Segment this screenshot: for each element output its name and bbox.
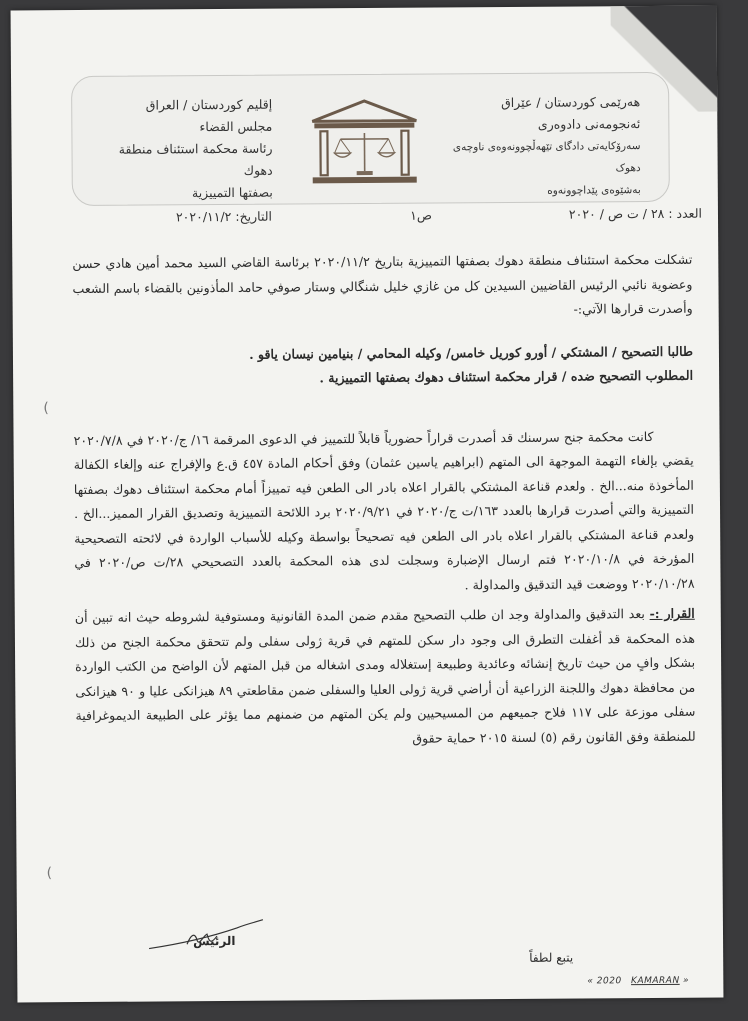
footer-year: 2020: [596, 976, 622, 987]
opening-paragraph: تشكلت محكمة استئناف منطقة دهوك بصفتها التمييزية بتاريخ ٢٠٢٠/١١/٢ برئاسة القاضي السيد محمد أمين هادي حسن وعضوية نائبي الرئيس القاضيين السيدين كل من غازي خليل شنگالي وستار صوفي حامد المأذونين بالقضاء باسم الشعب وأصدرت قرارها الآتي:-: [72, 251, 693, 317]
party-petitioner: طالبا التصحيح / المشتكي / أورو كوريل خامس/ وكيله المحامي / بنيامين نيسان ياقو .: [249, 343, 693, 362]
reference-row: [102, 206, 702, 234]
footer-name: KAMARAN: [631, 975, 680, 987]
courthouse-scales-icon: [304, 95, 425, 191]
footer-stamp: « 2020 KAMARAN »: [587, 975, 690, 987]
margin-mark: (: [43, 400, 49, 417]
reference-number: العدد : ٢٨ / ت ص / ٢٠٢٠: [568, 205, 703, 222]
letterhead-kurdish-line: سەرۆکایەتی دادگای تێهەڵچوونەوەی ناوچەی دهوک: [452, 140, 641, 175]
margin-mark: (: [46, 865, 53, 882]
letterhead-kurdish: [440, 91, 641, 202]
letterhead-kurdish-line: ئەنجومەنی دادوەری: [537, 116, 641, 132]
letterhead-kurdish-line: بەشێوەی پێداچوونەوە: [547, 184, 641, 197]
facts-paragraph: كانت محكمة جنح سرسنك قد أصدرت قراراً حضورياً قابلاً للتمييز في الدعوى المرقمة ١٦/ ج/٢٠٢٠ في ٢٠٢٠/٧/٨ يقضي بإلغاء التهمة الموجهة الى المتهم (ابراهيم ياسين عثمان) وفق أحكام المادة ٤٥٧ ق.ع والإفراج عنه وإلغاء الكفالة المأخوذة منه...الخ . ولعدم قناعة المشتكي بالقرار اعلاه بادر الى الطعن فيه تمييزاً أمام محكمة استئناف دهوك بصفتها التمييزية والتي أصدرت قرارها بالعدد ١٦٣/ت ج/٢٠٢٠ في ٢٠٢٠/٩/٢١ برد اللائحة التمييزية وتصديق القرار المميز...الخ . ولعدم قناعة المشتكي بالقرار اعلاه بادر الى الطعن فيه تصحيحاً بواسطة وكيله للأسباب الواردة في لائحته التصحيحية المؤرخة في ٢٠٢٠/١٠/٨ فتم ارسال الإضبارة وسجلت لدى هذه المحكمة بالعدد التصحيحي ٢٨/ت ص/٢٠٢٠ في ٢٠٢٠/١٠/٢٨ ووضعت قيد التدقيق والمداولة .: [73, 428, 695, 592]
reference-date: التاريخ: ٢٠٢٠/١١/٢: [175, 208, 273, 225]
document-page: [11, 6, 724, 1003]
decision-body: [72, 248, 695, 753]
decision-heading: القرار :-: [649, 605, 695, 622]
decision-paragraph: [75, 602, 696, 753]
letterhead-arabic-line: إقليم كوردستان / العراق: [145, 96, 273, 113]
letterhead-kurdish-line: هەرێمی کوردستان / عێراق: [501, 94, 641, 111]
letterhead-arabic-line: بصفتها التمييزية: [191, 184, 273, 201]
continued-note: يتبع لطفاً: [529, 950, 574, 965]
letterhead: [71, 72, 670, 206]
letterhead-arabic-line: رئاسة محكمة استئناف منطقة دهوك: [118, 140, 273, 178]
page-number: ص١: [410, 207, 433, 223]
letterhead-arabic: [102, 94, 273, 205]
decision-text: بعد التدقيق والمداولة وجد ان طلب التصحيح مقدم ضمن المدة القانونية ومستوفية لشروطه حيث انه تبين أن هذه المحكمة قد أغفلت التطرق الى وجود دار سكن للمتهم في قرية ژولى سفلى ولم تتحقق محكمة الجنح من ذلك بشكل وافٍ من حيث تاريخ إنشائه وعائدية وطبيعة إستغلاله ومدى اشغاله من قبل المتهم لأن الواضح من الكتب الواردة من محافظة دهوك واللجنة الزراعية أن أراضي قرية ژولى العليا والسفلى ضمن مقاطعتي ٨٩ هيزانكى عليا و ٩٠ هيزانكى سفلى موزعة على ١١٧ فلاح جميعهم من المسيحيين ولم يكن المتهم من ضمنهم مما يؤثر على الطبيعة الديموغرافية للمنطقة وفق القانون رقم (٥) لسنة ٢٠١٥ حماية حقوق: [74, 606, 696, 746]
president-signature-label: الرئيس: [192, 933, 236, 949]
letterhead-arabic-line: مجلس القضاء: [199, 118, 273, 135]
party-respondent: المطلوب التصحيح ضده / قرار محكمة استئناف دهوك بصفتها التمييزية .: [319, 367, 694, 386]
